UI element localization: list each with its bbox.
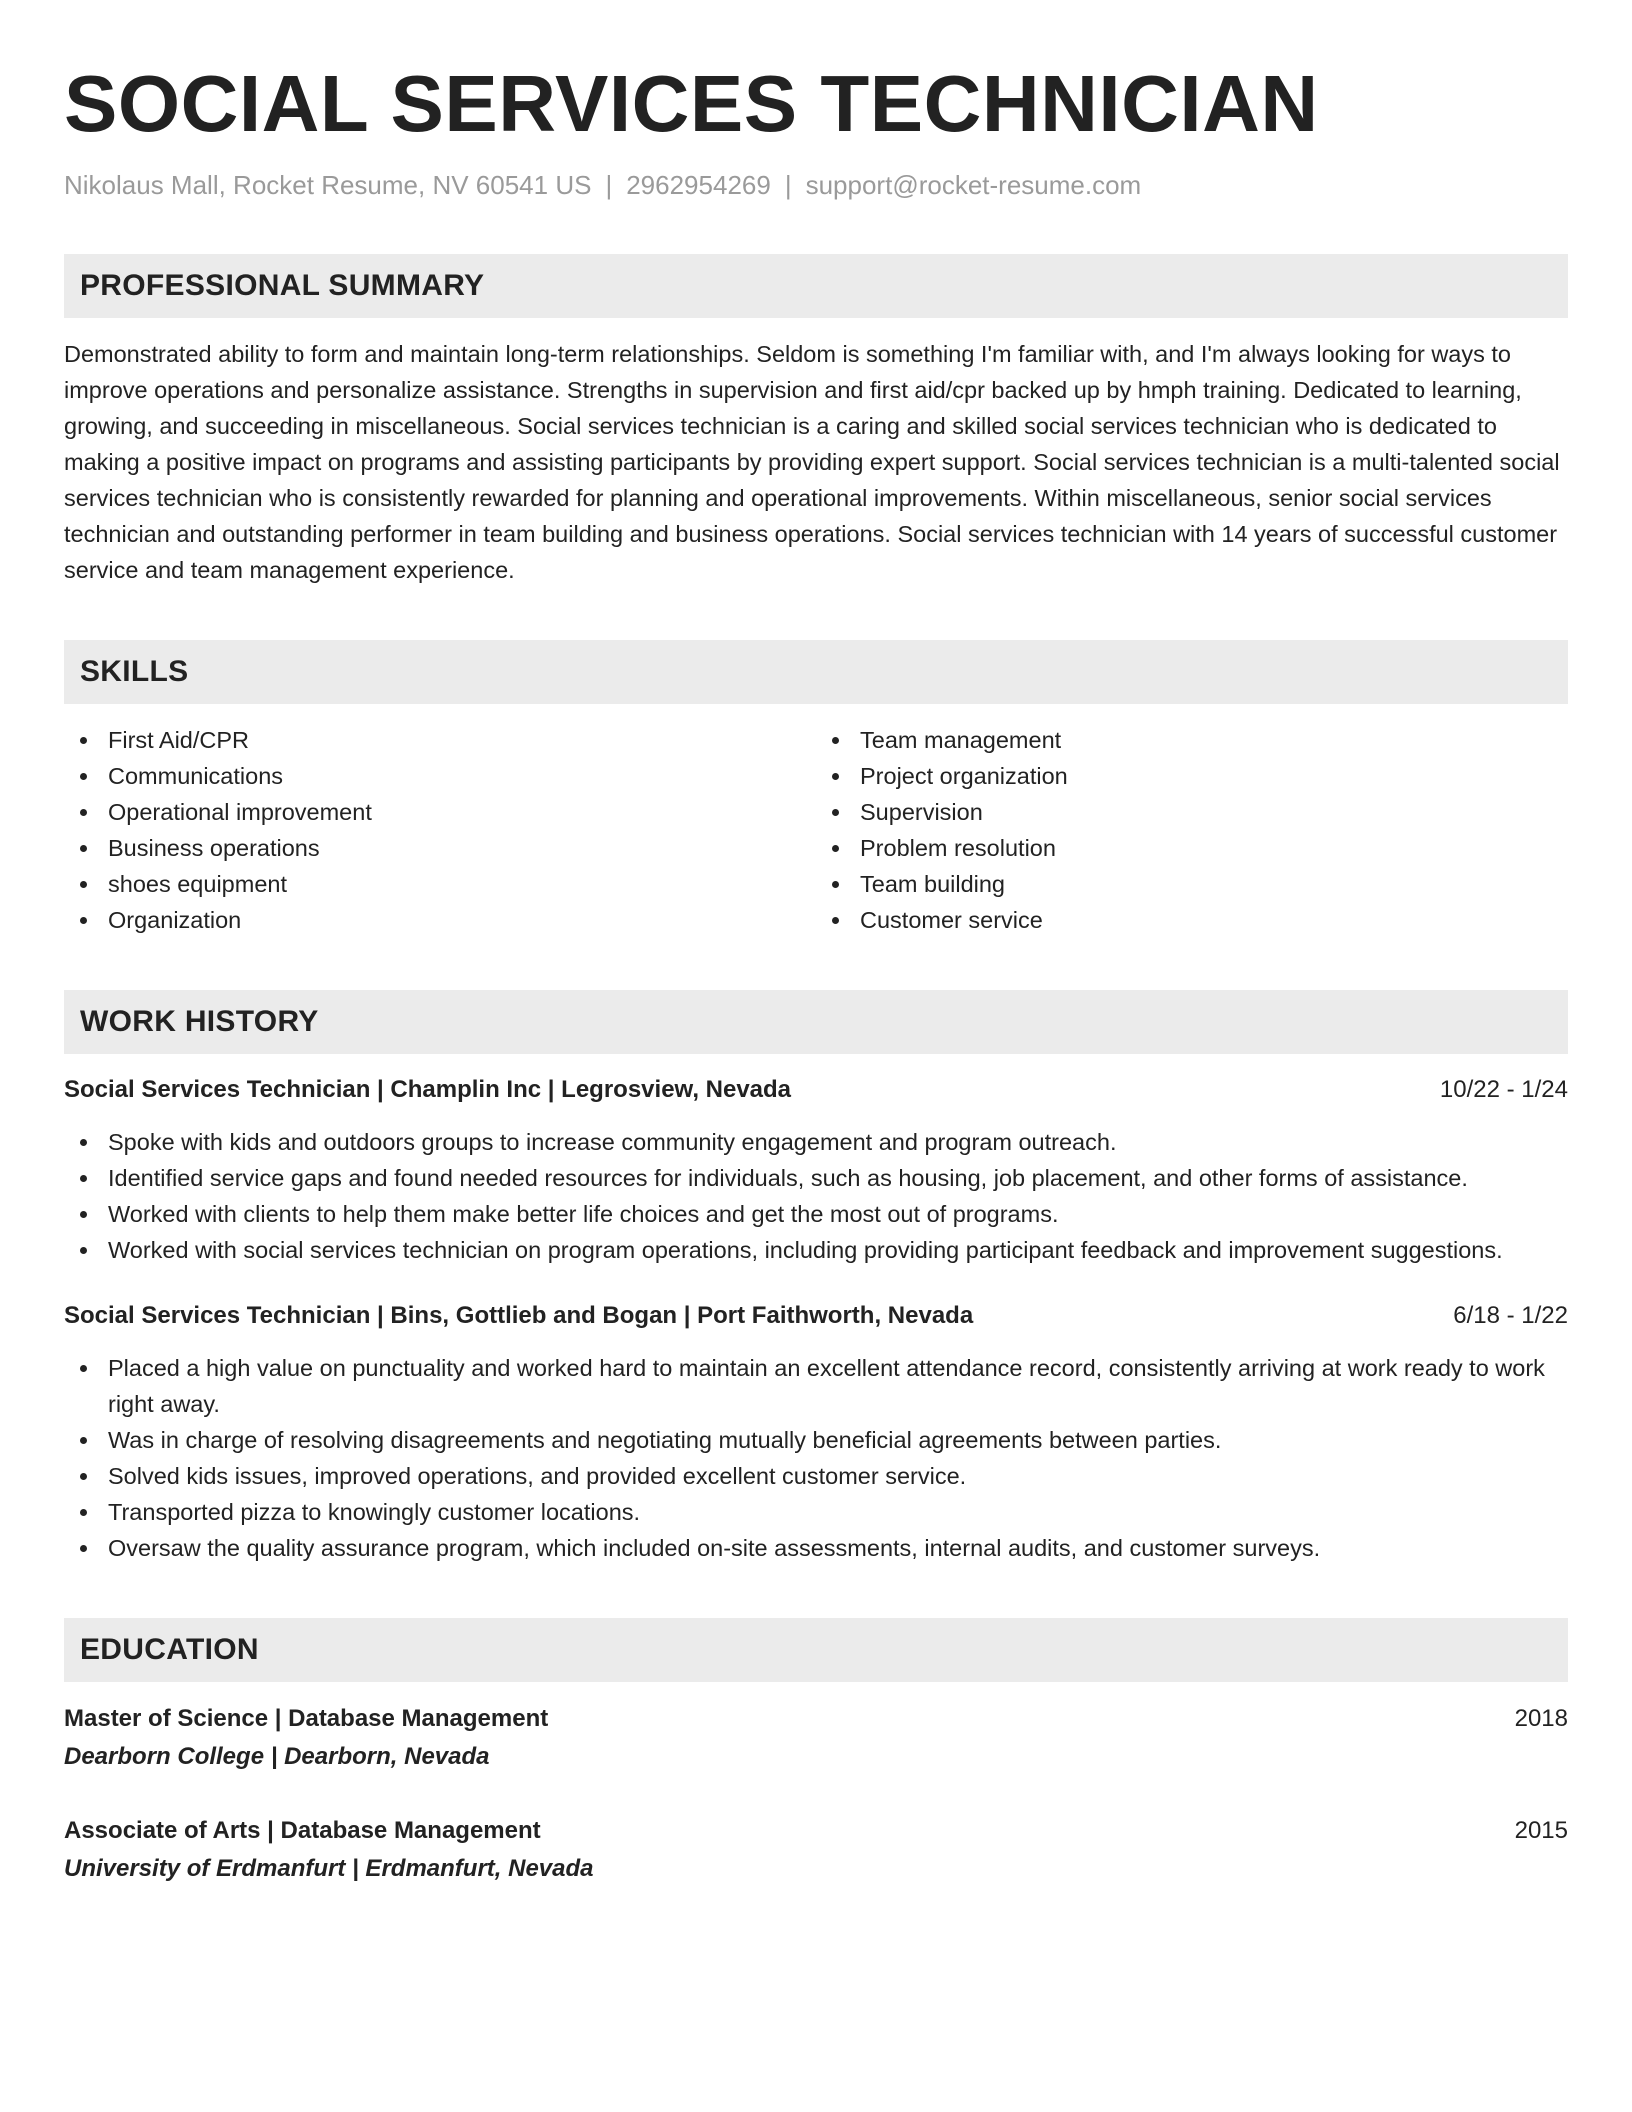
skills-heading-bar <box>64 640 1568 704</box>
skill-item: Customer service <box>816 902 1568 938</box>
skill-item: shoes equipment <box>64 866 816 902</box>
contact-address: Nikolaus Mall, Rocket Resume, NV 60541 US <box>64 170 592 200</box>
work-heading: WORK HISTORY <box>80 1005 319 1038</box>
education-degree: Associate of Arts | Database Management <box>64 1817 541 1844</box>
skills-heading: SKILLS <box>80 655 189 688</box>
education-header <box>64 1700 1568 1738</box>
skill-item: Communications <box>64 758 816 794</box>
job-bullets <box>64 1350 1568 1566</box>
contact-separator: | <box>784 170 792 200</box>
job-bullet: Spoke with kids and outdoors groups to increase community engagement and program outreach. <box>64 1124 1568 1160</box>
skill-item: Organization <box>64 902 816 938</box>
skill-item: First Aid/CPR <box>64 722 816 758</box>
contact-separator: | <box>605 170 613 200</box>
skills-column-left <box>64 722 816 938</box>
skills-column-right <box>816 722 1568 938</box>
job-bullet: Solved kids issues, improved operations, and provided excellent customer service. <box>64 1458 1568 1494</box>
job-bullet: Identified service gaps and found needed resources for individuals, such as housing, job placement, and other forms of assistance. <box>64 1160 1568 1196</box>
skill-item: Project organization <box>816 758 1568 794</box>
job-header <box>64 1072 1568 1108</box>
education-year: 2015 <box>1514 1817 1568 1844</box>
work-heading-bar <box>64 990 1568 1054</box>
education-school: University of Erdmanfurt | Erdmanfurt, Nevada <box>64 1855 594 1882</box>
job-dates: 6/18 - 1/22 <box>1453 1302 1568 1329</box>
skill-item: Operational improvement <box>64 794 816 830</box>
education-entry <box>64 1700 1568 1776</box>
education-degree: Master of Science | Database Management <box>64 1705 549 1732</box>
summary-heading: PROFESSIONAL SUMMARY <box>80 269 485 302</box>
skills-list <box>64 722 1568 938</box>
job-bullet: Oversaw the quality assurance program, which included on-site assessments, internal audits, and customer surveys. <box>64 1530 1568 1566</box>
job-bullet: Transported pizza to knowingly customer locations. <box>64 1494 1568 1530</box>
skill-item: Business operations <box>64 830 816 866</box>
summary-heading-bar <box>64 254 1568 318</box>
job-dates: 10/22 - 1/24 <box>1439 1076 1568 1103</box>
resume-name: SOCIAL SERVICES TECHNICIAN <box>64 59 1319 148</box>
job-bullet: Placed a high value on punctuality and worked hard to maintain an excellent attendance record, consistently arriving at work ready to work right away. <box>64 1350 1568 1422</box>
skill-item: Supervision <box>816 794 1568 830</box>
education-header <box>64 1812 1568 1850</box>
job-bullet: Was in charge of resolving disagreements and negotiating mutually beneficial agreements between parties. <box>64 1422 1568 1458</box>
job-entry <box>64 1298 1568 1566</box>
job-bullet: Worked with social services technician on program operations, including providing participant feedback and improvement suggestions. <box>64 1232 1568 1268</box>
job-title: Social Services Technician | Bins, Gottlieb and Bogan | Port Faithworth, Nevada <box>64 1302 974 1329</box>
education-heading: EDUCATION <box>80 1633 259 1666</box>
education-school: Dearborn College | Dearborn, Nevada <box>64 1743 490 1770</box>
contact-phone: 2962954269 <box>626 170 771 200</box>
job-header <box>64 1298 1568 1334</box>
job-entry <box>64 1072 1568 1268</box>
skill-item: Problem resolution <box>816 830 1568 866</box>
education-heading-bar <box>64 1618 1568 1682</box>
job-bullets <box>64 1124 1568 1268</box>
education-entry <box>64 1812 1568 1888</box>
job-bullet: Worked with clients to help them make better life choices and get the most out of programs. <box>64 1196 1568 1232</box>
skill-item: Team management <box>816 722 1568 758</box>
contact-email: support@rocket-resume.com <box>805 170 1142 200</box>
education-year: 2018 <box>1514 1705 1568 1732</box>
skill-item: Team building <box>816 866 1568 902</box>
summary-text: Demonstrated ability to form and maintain long-term relationships. Seldom is something I'm familiar with, and I'm always looking for ways to improve operations and personalize assistance. Strengths in supervision and first aid/cpr backed up by hmph training. Dedicated to learning, growing, and succeeding in miscellaneous. Social services technician is a caring and skilled social services technician who is dedicated to making a positive impact on programs and assisting participants by providing expert support. Social services technician is a multi-talented social services technician who is consistently rewarded for planning and operational improvements. Within miscellaneous, senior social services technician and outstanding performer in team building and business operations. Social services technician with 14 years of successful customer service and team management experience. <box>64 341 1560 583</box>
contact-line <box>64 168 1568 202</box>
job-title: Social Services Technician | Champlin Inc | Legrosview, Nevada <box>64 1076 792 1103</box>
